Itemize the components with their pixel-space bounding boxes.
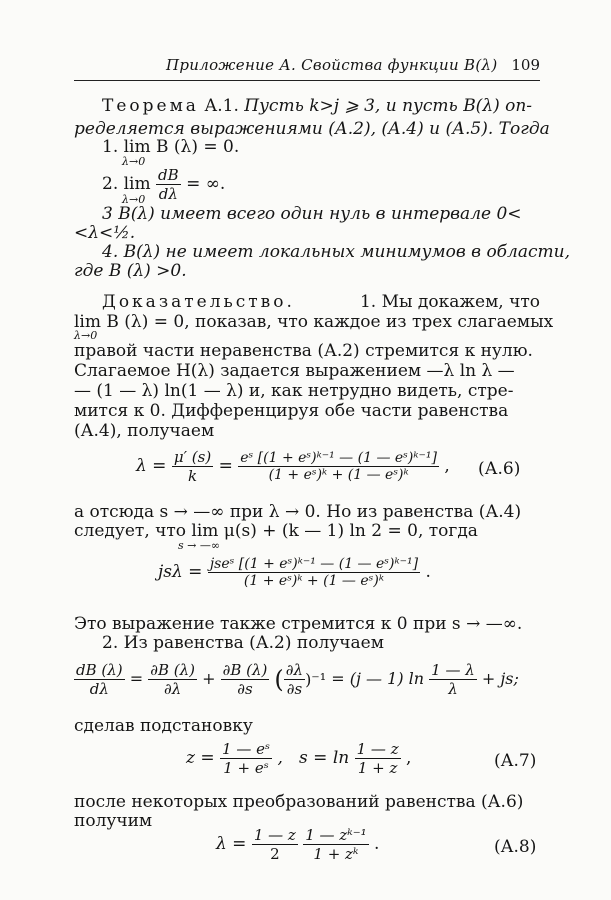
- eq-deriv-fraction-3: [221, 661, 270, 698]
- after-js-line-2: 2. Из равенства (А.2) получаем: [102, 633, 384, 653]
- eq-a7-z-lhs: z =: [186, 748, 215, 768]
- fraction-denominator: ∂λ: [163, 680, 182, 698]
- eq-deriv-rhs: = (j — 1) ln: [331, 669, 425, 688]
- eq-a8-lhs: λ =: [216, 834, 247, 854]
- fraction-numerator: ∂B (λ): [150, 661, 195, 679]
- proof-line-7: (А.4), получаем: [74, 421, 215, 441]
- fraction-denominator: 1 + eˢ: [223, 759, 269, 777]
- fraction-numerator: ∂B (λ): [222, 661, 268, 679]
- theorem-item-4-line-1: 4. B(λ) не имеет локальных минимумов в области,: [102, 242, 571, 262]
- fraction-numerator: jseˢ [(1 + eˢ)ᵏ⁻¹ — (1 — eˢ)ᵏ⁻¹]: [209, 556, 419, 572]
- theorem-statement-start: Пусть k>j ⩾ 3, и пусть B(λ) оп-: [244, 96, 533, 116]
- eq-a7-fraction-s: [355, 740, 401, 777]
- theorem-line-1: [74, 96, 540, 116]
- eq-a6-fraction-2: [238, 450, 439, 483]
- header-title: Приложение А. Свойства функции B(λ): [166, 56, 498, 74]
- eq-a8-fraction-2: [303, 826, 368, 863]
- eq-a8-fraction-1: [252, 826, 298, 863]
- eq-deriv-tail: + js;: [481, 669, 519, 688]
- proof-heading: Доказательство.: [102, 292, 295, 312]
- fraction-numerator: 1 — λ: [431, 661, 475, 679]
- proof-line-6: мится к 0. Дифференцируя обе части равенства: [74, 401, 509, 421]
- theorem-item-2-fraction: [156, 166, 181, 203]
- eq-a7-number: (А.7): [494, 751, 537, 771]
- fraction-denominator: λ: [448, 680, 458, 698]
- theorem-item-2-lim: 2. lim: [102, 174, 151, 194]
- fraction-numerator: μ′ (s): [173, 448, 212, 466]
- eq-a7-s-lhs: , s = ln: [277, 748, 350, 768]
- fraction-denominator: dλ: [89, 680, 109, 698]
- proof-line-2: lim B (λ) = 0, показав, что каждое из трех слагаемых: [74, 312, 554, 332]
- equation-a8: [216, 826, 379, 863]
- eq-a6-fraction-1: [172, 448, 213, 485]
- eq-a6-comma: ,: [444, 456, 450, 476]
- eq-js-period: .: [425, 562, 431, 582]
- theorem-line-2: ределяется выражениями (А.2), (А.4) и (А.5). Тогда: [74, 119, 550, 139]
- fraction-numerator: 1 — eˢ: [222, 740, 271, 758]
- eq-deriv-fraction-2: [148, 661, 197, 698]
- running-header: [74, 56, 540, 81]
- eq-a8-period: .: [374, 834, 380, 854]
- eq-a7-comma: ,: [406, 748, 412, 768]
- fraction-numerator: ∂λ: [285, 661, 304, 679]
- eq-deriv-fraction-4: [284, 661, 305, 698]
- theorem-label: А.1.: [204, 96, 239, 116]
- eq-a8-number: (А.8): [494, 837, 537, 857]
- eq-deriv-fraction-1: [74, 661, 125, 698]
- fraction-denominator: ∂s: [237, 680, 253, 698]
- eq-a6-equals: =: [218, 456, 233, 476]
- proof-limit-sub: λ→0: [74, 329, 98, 342]
- fraction-denominator: k: [187, 467, 198, 485]
- eq-deriv-paren-close: )⁻¹: [305, 670, 327, 689]
- eq-deriv-equals: =: [129, 669, 144, 688]
- eq-a7-fraction-z: [220, 740, 272, 777]
- fraction-denominator: (1 + eˢ)ᵏ + (1 — eˢ)ᵏ: [268, 467, 409, 483]
- eq-a6-number: (А.6): [478, 459, 521, 479]
- theorem-item-1-limit-sub: λ→0: [122, 155, 146, 168]
- fraction-denominator: 1 + z: [357, 759, 398, 777]
- after-a7-line-2: получим: [74, 811, 153, 831]
- eq-js-lhs: jsλ =: [158, 562, 203, 582]
- eq-deriv-plus: +: [202, 669, 216, 688]
- proof-line-1-rest: 1. Мы докажем, что: [359, 292, 540, 312]
- fraction-denominator: dλ: [158, 185, 178, 203]
- fraction-denominator: 1 + zᵏ: [313, 845, 359, 863]
- eq-a6-lhs: λ =: [136, 456, 167, 476]
- substitution-line: сделав подстановку: [74, 716, 253, 736]
- page-number: 109: [511, 56, 540, 74]
- theorem-item-2: [102, 166, 225, 203]
- after-a6-line-1: а отсюда s → —∞ при λ → 0. Но из равенства (А.4): [74, 502, 522, 522]
- theorem-item-4-line-2: где B (λ) >0.: [74, 261, 187, 281]
- fraction-denominator: 2: [270, 845, 280, 863]
- fraction-numerator: 1 — zᵏ⁻¹: [305, 826, 367, 844]
- fraction-numerator: dB: [158, 166, 179, 184]
- after-a6-line-2: следует, что lim μ(s) + (k — 1) ln 2 = 0, тогда: [74, 521, 478, 541]
- equation-a6: [136, 448, 450, 485]
- fraction-denominator: (1 + eˢ)ᵏ + (1 — eˢ)ᵏ: [243, 573, 384, 589]
- theorem-item-2-limit-sub: λ→0: [122, 193, 146, 206]
- equation-derivative: [74, 661, 519, 698]
- theorem-item-3-line-1: 3 B(λ) имеет всего один нуль в интервале 0<: [102, 204, 522, 224]
- fraction-numerator: dB (λ): [76, 661, 123, 679]
- after-a6-limit-sub: s → —∞: [178, 539, 221, 552]
- fraction-numerator: eˢ [(1 + eˢ)ᵏ⁻¹ — (1 — eˢ)ᵏ⁻¹]: [240, 450, 437, 466]
- eq-js-fraction: [208, 556, 420, 589]
- fraction-numerator: 1 — z: [356, 740, 399, 758]
- theorem-item-2-result: = ∞.: [186, 174, 226, 194]
- eq-deriv-paren-open: (: [274, 665, 284, 694]
- after-js-line-1: Это выражение также стремится к 0 при s → —∞.: [74, 614, 523, 634]
- proof-line-3: правой части неравенства (А.2) стремится к нулю.: [74, 341, 533, 361]
- theorem-item-1: 1. lim B (λ) = 0.: [102, 137, 240, 157]
- proof-line-1: [74, 292, 540, 312]
- eq-deriv-fraction-5: [429, 661, 477, 698]
- fraction-denominator: ∂s: [286, 680, 303, 698]
- proof-line-5: — (1 — λ) ln(1 — λ) и, как нетрудно видеть, стре-: [74, 381, 514, 401]
- theorem-heading: Теорема: [102, 96, 199, 116]
- fraction-numerator: 1 — z: [253, 826, 296, 844]
- after-a7-line-1: после некоторых преобразований равенства (А.6): [74, 792, 524, 812]
- proof-line-4: Слагаемое H(λ) задается выражением —λ ln λ —: [74, 361, 515, 381]
- equation-js-lambda: [158, 556, 431, 589]
- equation-a7: [186, 740, 411, 777]
- theorem-item-3-line-2: <λ<½.: [74, 223, 136, 243]
